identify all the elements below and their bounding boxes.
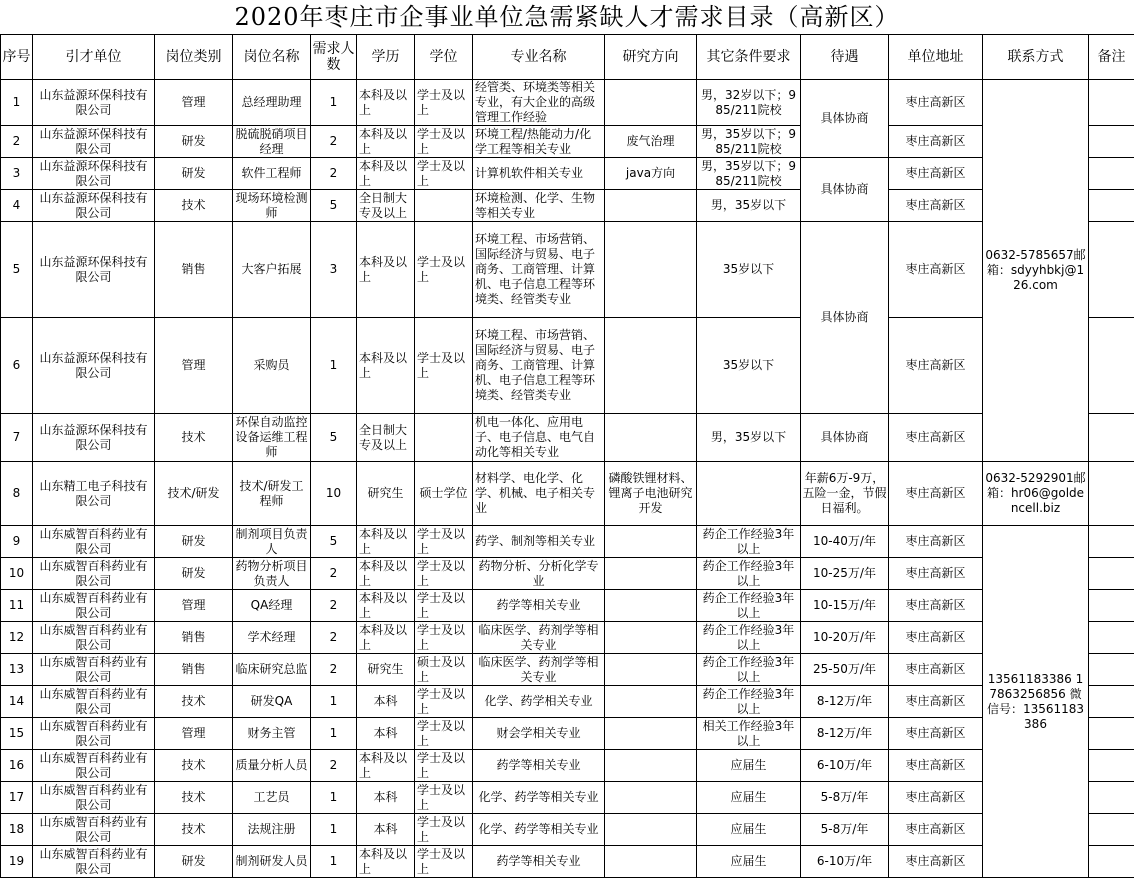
cell-category: 管理: [155, 590, 233, 622]
table-row: [1, 814, 1134, 846]
cell-major: 化学、药学相关专业: [473, 686, 605, 718]
cell-no: 3: [1, 158, 33, 190]
cell-unit: 山东威智百科药业有限公司: [33, 622, 155, 654]
cell-unit: 山东威智百科药业有限公司: [33, 782, 155, 814]
cell-major: 药物分析、分析化学专业: [473, 558, 605, 590]
cell-treatment: 5-8万/年: [801, 814, 889, 846]
cell-education: 本科及以上: [357, 558, 415, 590]
cell-direction: [605, 558, 697, 590]
cell-treatment: 10-40万/年: [801, 526, 889, 558]
cell-unit: 山东益源环保科技有限公司: [33, 80, 155, 126]
table-row: [1, 718, 1134, 750]
table-row: [1, 782, 1134, 814]
cell-unit: 山东益源环保科技有限公司: [33, 222, 155, 318]
cell-direction: [605, 814, 697, 846]
cell-address: 枣庄高新区: [889, 814, 983, 846]
cell-category: 技术: [155, 190, 233, 222]
cell-degree: 学士及以上: [415, 590, 473, 622]
cell-direction: [605, 846, 697, 878]
cell-category: 技术: [155, 414, 233, 462]
cell-address: 枣庄高新区: [889, 686, 983, 718]
cell-address: 枣庄高新区: [889, 462, 983, 526]
cell-major: 环境工程/热能动力/化学工程等相关专业: [473, 126, 605, 158]
table-row: [1, 846, 1134, 878]
cell-category: 管理: [155, 318, 233, 414]
cell-address: 枣庄高新区: [889, 718, 983, 750]
cell-degree: 学士及以上: [415, 222, 473, 318]
header-cell: 序号: [1, 35, 33, 80]
cell-no: 5: [1, 222, 33, 318]
cell-treatment: 具体协商: [801, 158, 889, 222]
cell-position: 软件工程师: [233, 158, 311, 190]
cell-count: 1: [311, 846, 357, 878]
cell-position: 制剂项目负责人: [233, 526, 311, 558]
cell-unit: 山东威智百科药业有限公司: [33, 526, 155, 558]
header-cell: 岗位类别: [155, 35, 233, 80]
cell-major: 化学、药学等相关专业: [473, 782, 605, 814]
cell-major: 机电一体化、应用电子、电子信息、电气自动化等相关专业: [473, 414, 605, 462]
cell-education: 本科: [357, 782, 415, 814]
cell-direction: [605, 526, 697, 558]
cell-count: 2: [311, 158, 357, 190]
cell-degree: 学士及以上: [415, 782, 473, 814]
cell-education: 本科及以上: [357, 158, 415, 190]
cell-unit: 山东益源环保科技有限公司: [33, 414, 155, 462]
cell-note: [1089, 622, 1134, 654]
cell-treatment: 8-12万/年: [801, 686, 889, 718]
cell-no: 14: [1, 686, 33, 718]
table-row: [1, 190, 1134, 222]
table-row: [1, 318, 1134, 414]
cell-contact: 0632-5785657邮箱：sdyyhbkj@126.com: [983, 80, 1089, 462]
cell-address: 枣庄高新区: [889, 158, 983, 190]
cell-treatment: 10-25万/年: [801, 558, 889, 590]
cell-count: 5: [311, 190, 357, 222]
cell-unit: 山东威智百科药业有限公司: [33, 814, 155, 846]
cell-degree: 硕士学位: [415, 462, 473, 526]
header-cell: 研究方向: [605, 35, 697, 80]
cell-count: 1: [311, 814, 357, 846]
cell-education: 本科及以上: [357, 526, 415, 558]
cell-conditions: 男，35岁以下；985/211院校: [697, 158, 801, 190]
cell-position: 现场环境检测师: [233, 190, 311, 222]
cell-position: 大客户拓展: [233, 222, 311, 318]
table-row: [1, 80, 1134, 126]
cell-unit: 山东威智百科药业有限公司: [33, 750, 155, 782]
cell-direction: [605, 782, 697, 814]
cell-position: 质量分析人员: [233, 750, 311, 782]
cell-education: 本科及以上: [357, 750, 415, 782]
cell-category: 管理: [155, 80, 233, 126]
page-title: 2020年枣庄市企事业单位急需紧缺人才需求目录（高新区）: [234, 3, 900, 31]
cell-conditions: 男，35岁以下: [697, 190, 801, 222]
cell-degree: 学士及以上: [415, 158, 473, 190]
talent-demand-table: [0, 34, 1134, 878]
cell-contact: 13561183386 17863256856 微信号：13561183386: [983, 526, 1089, 878]
cell-major: 临床医学、药剂学等相关专业: [473, 654, 605, 686]
cell-major: 计算机软件相关专业: [473, 158, 605, 190]
cell-direction: [605, 622, 697, 654]
header-row: [1, 35, 1134, 80]
cell-position: 脱硫脱硝项目经理: [233, 126, 311, 158]
cell-major: 化学、药学等相关专业: [473, 814, 605, 846]
cell-degree: 学士及以上: [415, 558, 473, 590]
cell-count: 2: [311, 750, 357, 782]
cell-address: 枣庄高新区: [889, 846, 983, 878]
cell-address: 枣庄高新区: [889, 558, 983, 590]
cell-note: [1089, 190, 1134, 222]
cell-no: 16: [1, 750, 33, 782]
cell-conditions: 相关工作经验3年以上: [697, 718, 801, 750]
cell-note: [1089, 590, 1134, 622]
cell-education: 本科及以上: [357, 846, 415, 878]
cell-treatment: 6-10万/年: [801, 750, 889, 782]
cell-conditions: 应届生: [697, 750, 801, 782]
cell-category: 研发: [155, 126, 233, 158]
cell-note: [1089, 318, 1134, 414]
cell-education: 本科及以上: [357, 222, 415, 318]
cell-conditions: 男，35岁以下；985/211院校: [697, 126, 801, 158]
cell-major: 材料学、电化学、化学、机械、电子相关专业: [473, 462, 605, 526]
cell-count: 1: [311, 318, 357, 414]
cell-degree: 学士及以上: [415, 686, 473, 718]
cell-category: 研发: [155, 526, 233, 558]
cell-direction: [605, 654, 697, 686]
header-cell: 学位: [415, 35, 473, 80]
cell-note: [1089, 814, 1134, 846]
cell-conditions: 35岁以下: [697, 222, 801, 318]
cell-education: 本科: [357, 814, 415, 846]
table-row: [1, 558, 1134, 590]
cell-degree: 学士及以上: [415, 126, 473, 158]
cell-no: 12: [1, 622, 33, 654]
cell-category: 技术: [155, 782, 233, 814]
cell-category: 技术: [155, 686, 233, 718]
cell-count: 1: [311, 80, 357, 126]
cell-degree: 学士及以上: [415, 622, 473, 654]
cell-note: [1089, 718, 1134, 750]
cell-treatment: 10-20万/年: [801, 622, 889, 654]
cell-education: 本科及以上: [357, 590, 415, 622]
header-cell: 其它条件要求: [697, 35, 801, 80]
cell-count: 2: [311, 590, 357, 622]
cell-education: 全日制大专及以上: [357, 414, 415, 462]
cell-note: [1089, 558, 1134, 590]
cell-no: 2: [1, 126, 33, 158]
cell-direction: [605, 590, 697, 622]
cell-address: 枣庄高新区: [889, 414, 983, 462]
cell-degree: 学士及以上: [415, 750, 473, 782]
cell-major: 药学等相关专业: [473, 750, 605, 782]
cell-direction: [605, 686, 697, 718]
cell-category: 技术/研发: [155, 462, 233, 526]
cell-note: [1089, 782, 1134, 814]
cell-unit: 山东威智百科药业有限公司: [33, 846, 155, 878]
cell-no: 10: [1, 558, 33, 590]
cell-category: 研发: [155, 158, 233, 190]
cell-treatment: 具体协商: [801, 222, 889, 414]
cell-direction: 废气治理: [605, 126, 697, 158]
cell-category: 销售: [155, 622, 233, 654]
header-cell: 学历: [357, 35, 415, 80]
cell-category: 销售: [155, 654, 233, 686]
cell-unit: 山东威智百科药业有限公司: [33, 686, 155, 718]
cell-conditions: 35岁以下: [697, 318, 801, 414]
cell-unit: 山东精工电子科技有限公司: [33, 462, 155, 526]
table-row: [1, 750, 1134, 782]
cell-position: 财务主管: [233, 718, 311, 750]
cell-no: 15: [1, 718, 33, 750]
table-row: [1, 686, 1134, 718]
cell-note: [1089, 654, 1134, 686]
cell-treatment: 25-50万/年: [801, 654, 889, 686]
cell-count: 2: [311, 126, 357, 158]
cell-address: 枣庄高新区: [889, 654, 983, 686]
cell-conditions: 应届生: [697, 782, 801, 814]
table-row: [1, 126, 1134, 158]
cell-treatment: 10-15万/年: [801, 590, 889, 622]
cell-note: [1089, 414, 1134, 462]
cell-degree: 学士及以上: [415, 80, 473, 126]
cell-note: [1089, 846, 1134, 878]
cell-education: 本科: [357, 686, 415, 718]
cell-note: [1089, 462, 1134, 526]
cell-treatment: 8-12万/年: [801, 718, 889, 750]
cell-address: 枣庄高新区: [889, 750, 983, 782]
cell-major: 环境检测、化学、生物等相关专业: [473, 190, 605, 222]
cell-position: 制剂研发人员: [233, 846, 311, 878]
cell-conditions: 男，32岁以下；985/211院校: [697, 80, 801, 126]
cell-position: QA经理: [233, 590, 311, 622]
cell-no: 13: [1, 654, 33, 686]
cell-address: 枣庄高新区: [889, 80, 983, 126]
cell-major: 经管类、环境类等相关专业，有大企业的高级管理工作经验: [473, 80, 605, 126]
cell-major: 环境工程、市场营销、国际经济与贸易、电子商务、工商管理、计算机、电子信息工程等环境类、经管类专业: [473, 222, 605, 318]
cell-category: 技术: [155, 814, 233, 846]
cell-conditions: 药企工作经验3年以上: [697, 590, 801, 622]
cell-conditions: 药企工作经验3年以上: [697, 558, 801, 590]
cell-count: 10: [311, 462, 357, 526]
cell-unit: 山东益源环保科技有限公司: [33, 318, 155, 414]
cell-contact: 0632-5292901邮箱：hr06@goldencell.biz: [983, 462, 1089, 526]
cell-count: 3: [311, 222, 357, 318]
header-cell: 需求人数: [311, 35, 357, 80]
cell-direction: java方向: [605, 158, 697, 190]
cell-category: 技术: [155, 750, 233, 782]
cell-address: 枣庄高新区: [889, 622, 983, 654]
cell-direction: [605, 414, 697, 462]
cell-address: 枣庄高新区: [889, 590, 983, 622]
table-row: [1, 622, 1134, 654]
cell-major: 环境工程、市场营销、国际经济与贸易、电子商务、工商管理、计算机、电子信息工程等环境类、经管类专业: [473, 318, 605, 414]
cell-treatment: 年薪6万-9万，五险一金，节假日福利。: [801, 462, 889, 526]
cell-treatment: 5-8万/年: [801, 782, 889, 814]
cell-address: 枣庄高新区: [889, 526, 983, 558]
table-row: [1, 462, 1134, 526]
cell-unit: 山东威智百科药业有限公司: [33, 590, 155, 622]
cell-conditions: 药企工作经验3年以上: [697, 686, 801, 718]
header-cell: 备注: [1089, 35, 1134, 80]
cell-no: 8: [1, 462, 33, 526]
cell-count: 1: [311, 686, 357, 718]
cell-education: 本科及以上: [357, 80, 415, 126]
header-cell: 单位地址: [889, 35, 983, 80]
cell-position: 临床研究总监: [233, 654, 311, 686]
cell-address: 枣庄高新区: [889, 190, 983, 222]
cell-note: [1089, 126, 1134, 158]
table-row: [1, 654, 1134, 686]
cell-degree: 硕士及以上: [415, 654, 473, 686]
cell-category: 销售: [155, 222, 233, 318]
cell-count: 5: [311, 526, 357, 558]
cell-count: 5: [311, 414, 357, 462]
cell-major: 药学等相关专业: [473, 590, 605, 622]
cell-degree: [415, 414, 473, 462]
cell-direction: [605, 190, 697, 222]
cell-treatment: 具体协商: [801, 80, 889, 158]
cell-note: [1089, 686, 1134, 718]
cell-education: 研究生: [357, 654, 415, 686]
table-row: [1, 158, 1134, 190]
cell-treatment: 具体协商: [801, 414, 889, 462]
cell-unit: 山东威智百科药业有限公司: [33, 718, 155, 750]
cell-direction: 磷酸铁锂材料、锂离子电池研究开发: [605, 462, 697, 526]
cell-address: 枣庄高新区: [889, 782, 983, 814]
cell-position: 药物分析项目负责人: [233, 558, 311, 590]
cell-category: 管理: [155, 718, 233, 750]
cell-direction: [605, 318, 697, 414]
header-cell: 待遇: [801, 35, 889, 80]
cell-position: 工艺员: [233, 782, 311, 814]
cell-count: 2: [311, 622, 357, 654]
cell-degree: 学士及以上: [415, 526, 473, 558]
cell-major: 临床医学、药剂学等相关专业: [473, 622, 605, 654]
cell-position: 技术/研发工程师: [233, 462, 311, 526]
cell-count: 2: [311, 558, 357, 590]
cell-treatment: 6-10万/年: [801, 846, 889, 878]
cell-education: 本科及以上: [357, 318, 415, 414]
cell-address: 枣庄高新区: [889, 222, 983, 318]
cell-position: 总经理助理: [233, 80, 311, 126]
cell-direction: [605, 750, 697, 782]
cell-unit: 山东益源环保科技有限公司: [33, 190, 155, 222]
cell-no: 19: [1, 846, 33, 878]
cell-conditions: 应届生: [697, 814, 801, 846]
table-row: [1, 590, 1134, 622]
cell-major: 药学、制剂等相关专业: [473, 526, 605, 558]
cell-note: [1089, 750, 1134, 782]
table-row: [1, 222, 1134, 318]
cell-no: 6: [1, 318, 33, 414]
cell-degree: 学士及以上: [415, 718, 473, 750]
cell-no: 4: [1, 190, 33, 222]
cell-education: 本科: [357, 718, 415, 750]
cell-major: 药学等相关专业: [473, 846, 605, 878]
cell-note: [1089, 158, 1134, 190]
table-row: [1, 414, 1134, 462]
cell-conditions: 药企工作经验3年以上: [697, 622, 801, 654]
cell-position: 学术经理: [233, 622, 311, 654]
cell-conditions: 应届生: [697, 846, 801, 878]
cell-count: 2: [311, 654, 357, 686]
cell-degree: [415, 190, 473, 222]
cell-position: 采购员: [233, 318, 311, 414]
header-cell: 岗位名称: [233, 35, 311, 80]
cell-address: 枣庄高新区: [889, 318, 983, 414]
cell-conditions: 药企工作经验3年以上: [697, 654, 801, 686]
cell-conditions: [697, 462, 801, 526]
cell-conditions: 药企工作经验3年以上: [697, 526, 801, 558]
cell-conditions: 男，35岁以下: [697, 414, 801, 462]
cell-position: 环保自动监控设备运维工程师: [233, 414, 311, 462]
cell-education: 研究生: [357, 462, 415, 526]
cell-position: 研发QA: [233, 686, 311, 718]
cell-degree: 学士及以上: [415, 846, 473, 878]
table-row: [1, 526, 1134, 558]
cell-direction: [605, 718, 697, 750]
cell-education: 全日制大专及以上: [357, 190, 415, 222]
cell-degree: 学士及以上: [415, 814, 473, 846]
cell-major: 财会学相关专业: [473, 718, 605, 750]
cell-no: 11: [1, 590, 33, 622]
cell-note: [1089, 526, 1134, 558]
cell-address: 枣庄高新区: [889, 126, 983, 158]
cell-unit: 山东益源环保科技有限公司: [33, 126, 155, 158]
cell-education: 本科及以上: [357, 126, 415, 158]
cell-no: 1: [1, 80, 33, 126]
cell-degree: 学士及以上: [415, 318, 473, 414]
cell-position: 法规注册: [233, 814, 311, 846]
cell-unit: 山东益源环保科技有限公司: [33, 158, 155, 190]
cell-no: 7: [1, 414, 33, 462]
cell-category: 研发: [155, 558, 233, 590]
cell-note: [1089, 222, 1134, 318]
cell-direction: [605, 80, 697, 126]
header-cell: 联系方式: [983, 35, 1089, 80]
cell-unit: 山东威智百科药业有限公司: [33, 558, 155, 590]
header-cell: 专业名称: [473, 35, 605, 80]
cell-no: 9: [1, 526, 33, 558]
cell-unit: 山东威智百科药业有限公司: [33, 654, 155, 686]
cell-note: [1089, 80, 1134, 126]
cell-no: 18: [1, 814, 33, 846]
cell-count: 1: [311, 718, 357, 750]
header-cell: 引才单位: [33, 35, 155, 80]
cell-no: 17: [1, 782, 33, 814]
cell-direction: [605, 222, 697, 318]
cell-category: 研发: [155, 846, 233, 878]
cell-education: 本科及以上: [357, 622, 415, 654]
cell-count: 1: [311, 782, 357, 814]
